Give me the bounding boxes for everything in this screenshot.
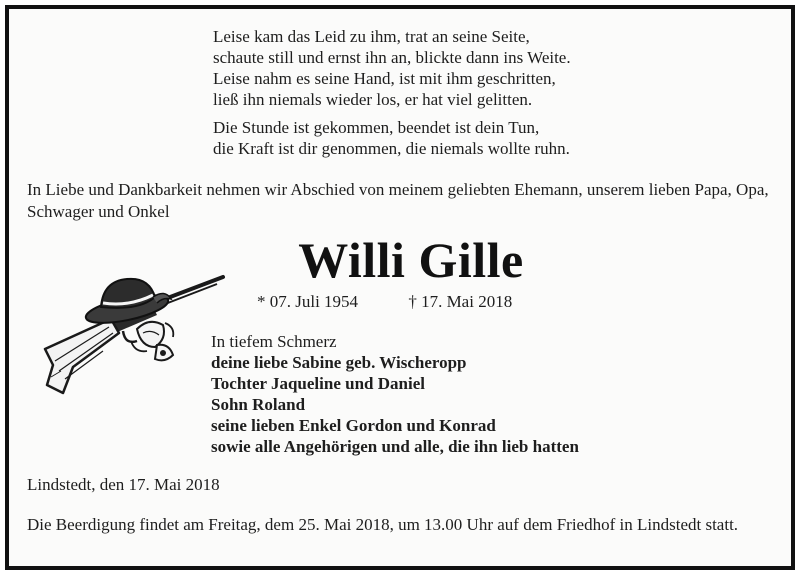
poem-line: ließ ihn niemals wieder los, er hat viel gelitten. xyxy=(213,90,533,109)
place-and-date: Lindstedt, den 17. Mai 2018 xyxy=(27,475,220,494)
funeral-info: Die Beerdigung findet am Freitag, dem 25. Mai 2018, um 13.00 Uhr auf dem Friedhof in Lindstedt statt. xyxy=(27,515,739,534)
mourner-line: deine liebe Sabine geb. Wischeropp xyxy=(211,353,467,372)
obituary-notice xyxy=(5,5,795,570)
mourners-heading: In tiefem Schmerz xyxy=(211,332,337,351)
deceased-name: Willi Gille xyxy=(298,232,524,288)
hunting-hat-rifle-icon xyxy=(39,267,229,397)
death-date: † 17. Mai 2018 xyxy=(408,292,513,311)
farewell-intro: In Liebe und Dankbarkeit nehmen wir Abschied von meinem geliebten Ehemann, unserem lieben Papa, Opa, Schwager und Onkel xyxy=(27,180,769,221)
poem-stanza xyxy=(213,117,571,159)
poem-line: Leise nahm es seine Hand, ist mit ihm geschritten, xyxy=(213,69,556,88)
poem-line: schaute still und ernst ihn an, blickte dann ins Weite. xyxy=(213,48,571,67)
life-dates xyxy=(257,292,512,312)
poem-line: Die Stunde ist gekommen, beendet ist dein Tun, xyxy=(213,118,540,137)
birth-date: * 07. Juli 1954 xyxy=(257,292,359,311)
poem-stanza xyxy=(213,26,571,110)
memorial-poem xyxy=(213,26,571,166)
poem-line: Leise kam das Leid zu ihm, trat an seine Seite, xyxy=(213,27,530,46)
mourners-list xyxy=(211,331,579,457)
mourner-line: Tochter Jaqueline und Daniel xyxy=(211,374,425,393)
mourner-line: Sohn Roland xyxy=(211,395,306,414)
mourner-line: sowie alle Angehörigen und alle, die ihn lieb hatten xyxy=(211,437,579,456)
mourner-line: seine lieben Enkel Gordon und Konrad xyxy=(211,416,496,435)
poem-line: die Kraft ist dir genommen, die niemals wollte ruhn. xyxy=(213,139,570,158)
